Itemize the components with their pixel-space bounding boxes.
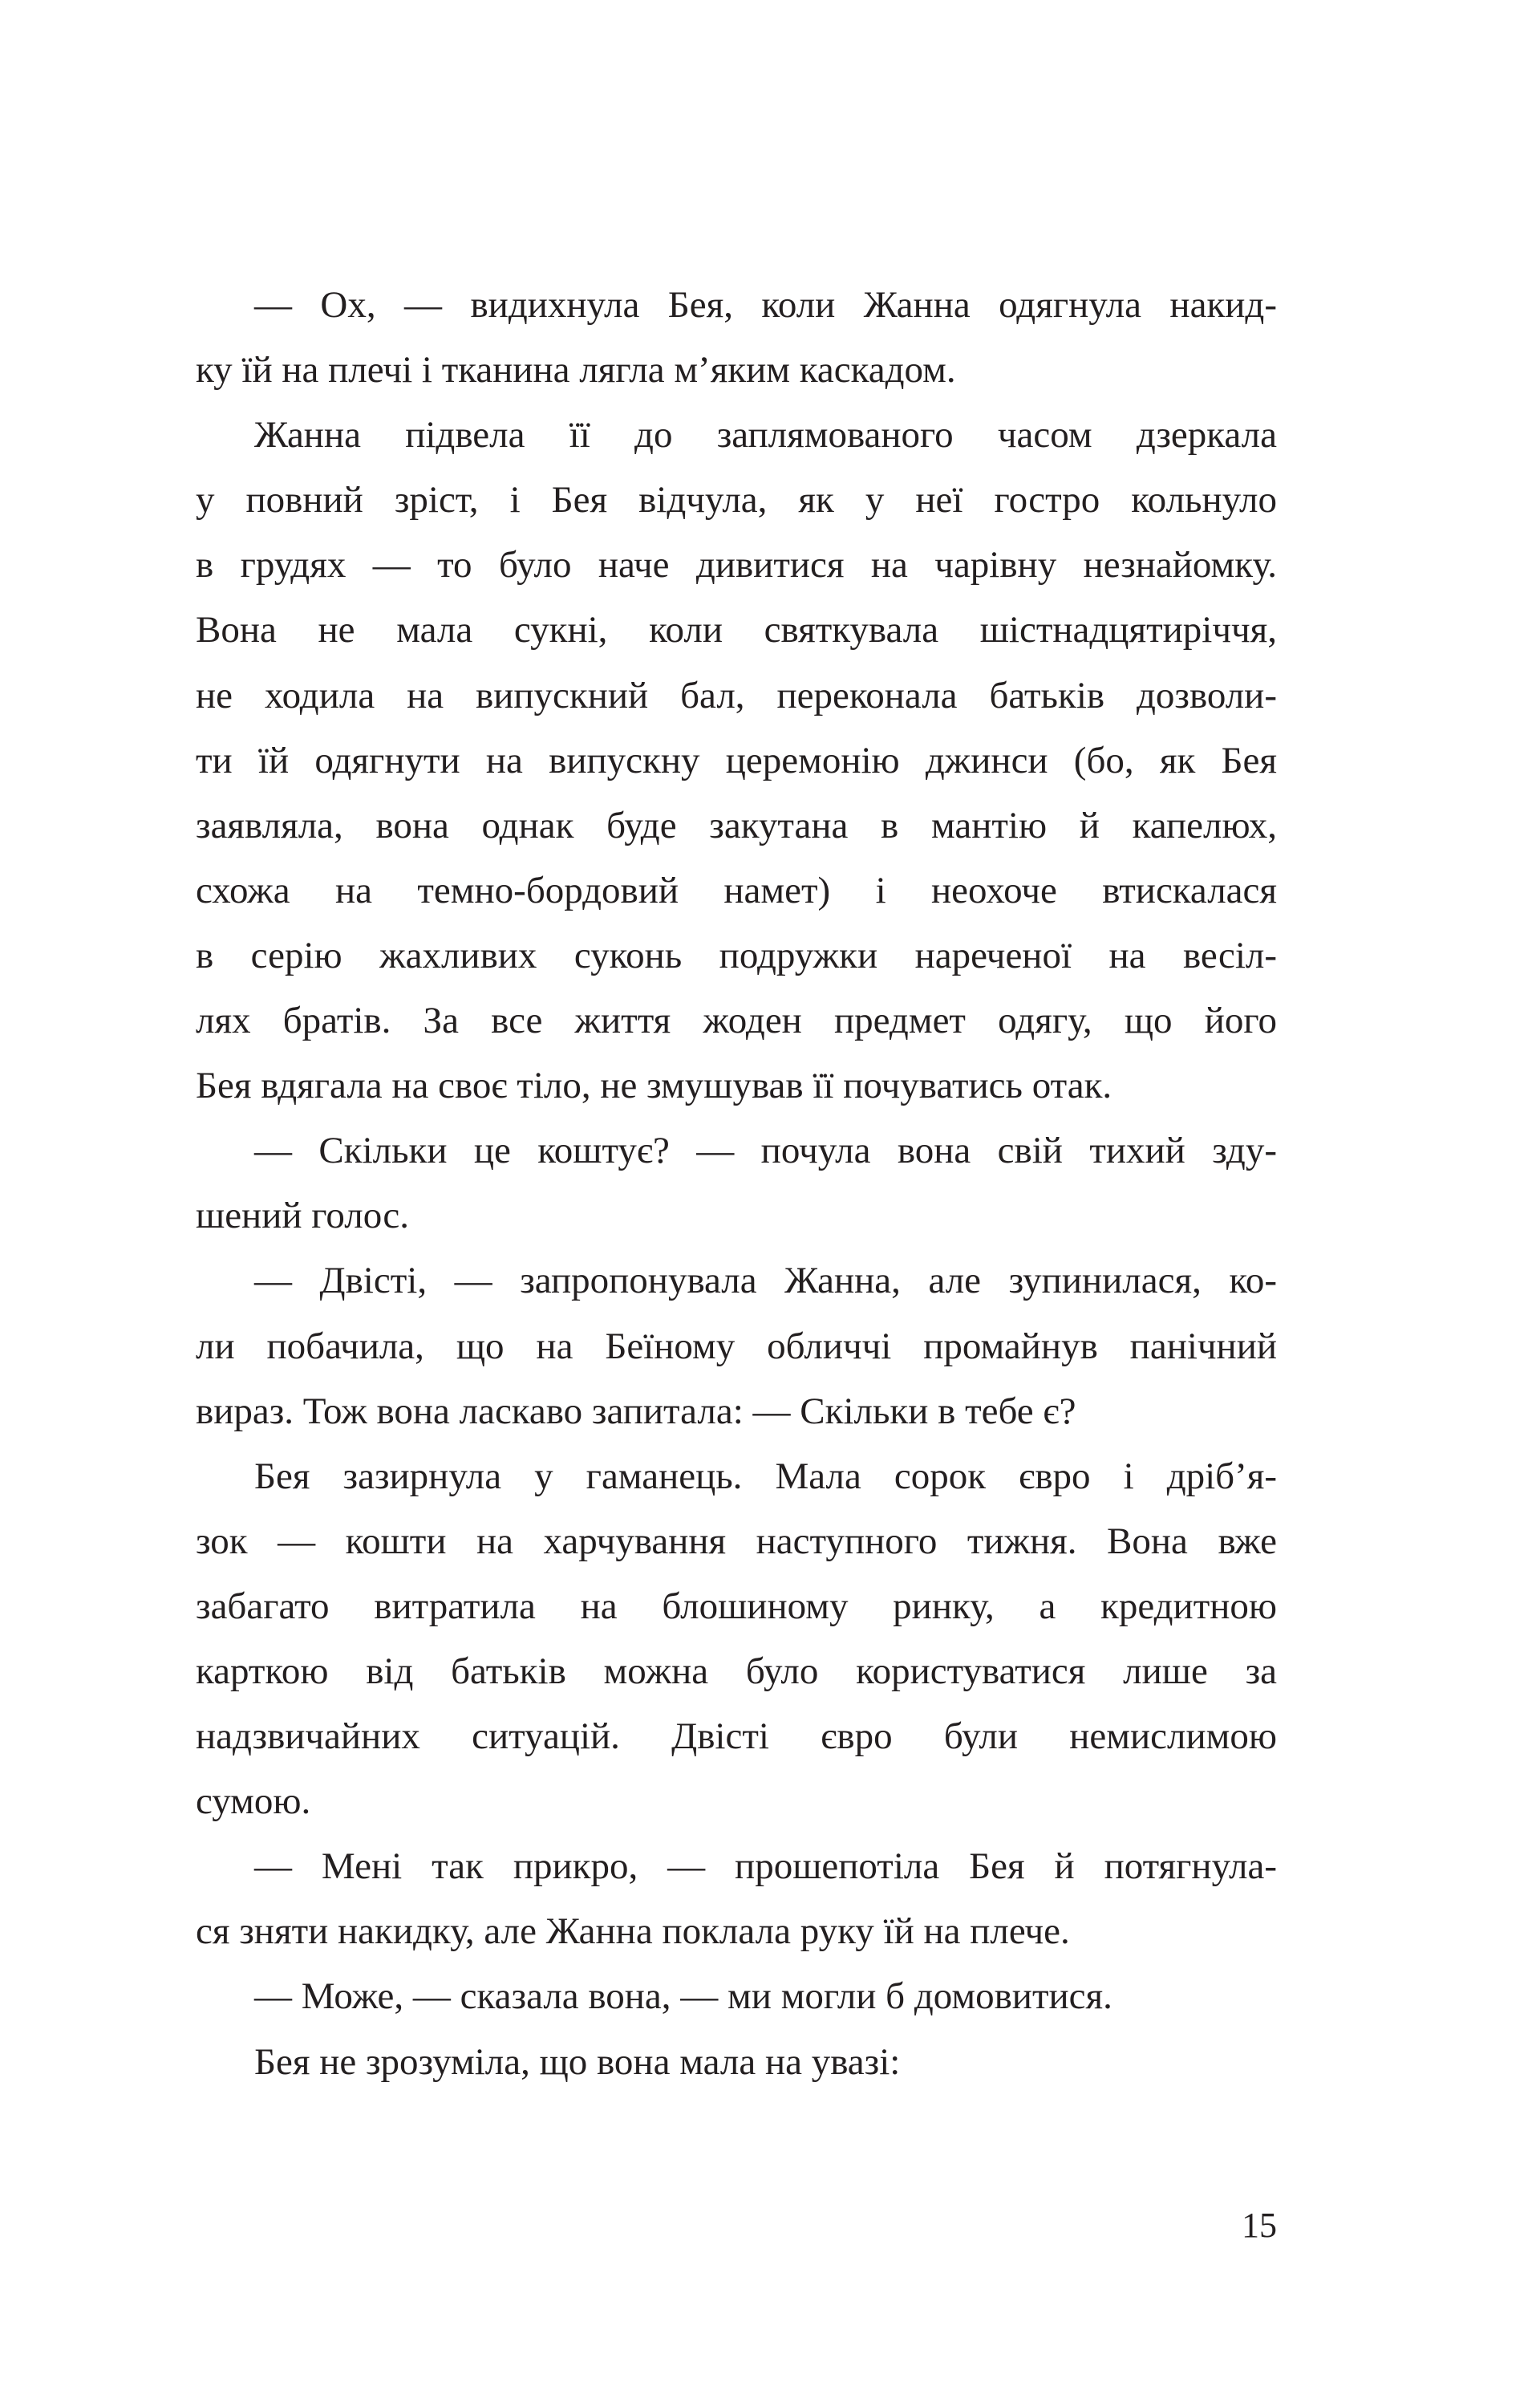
text-line: — Скільки це коштує? — почула вона свій тихий зду-	[254, 1130, 1277, 1172]
text-line: схожа на темно-бордовий намет) і неохоче втискалася	[196, 869, 1277, 911]
text-line: Жанна підвела її до заплямованого часом дзеркала	[254, 414, 1277, 457]
body-text	[196, 273, 1277, 2095]
text-line: — Ох, — видихнула Бея, коли Жанна одягнула накид-	[254, 284, 1277, 326]
text-line: надзвичайних ситуацій. Двісті євро були немислимою	[196, 1715, 1277, 1758]
text-line: карткою від батьків можна було користуватися лише за	[196, 1650, 1277, 1692]
text-line: вираз. Тож вона ласкаво запитала: — Скільки в тебе є?	[196, 1390, 1076, 1432]
text-line: Бея вдягала на своє тіло, не змушував її почуватись отак.	[196, 1065, 1112, 1107]
text-line: не ходила на випускний бал, переконала батьків дозволи-	[196, 674, 1277, 716]
text-line: у повний зріст, і Бея відчула, як у неї гостро кольнуло	[196, 479, 1277, 522]
text-line: забагато витратила на блошиному ринку, а кредитною	[196, 1585, 1277, 1627]
text-line: — Двісті, — запропонувала Жанна, але зупинилася, ко-	[254, 1260, 1277, 1302]
text-line: ку їй на плечі і тканина лягла м’яким каскадом.	[196, 349, 956, 392]
text-line: Вона не мала сукні, коли святкувала шістнадцятиріччя,	[196, 609, 1277, 651]
text-line: — Мені так прикро, — прошепотіла Бея й потягнула-	[254, 1845, 1277, 1888]
text-line: заявляла, вона однак буде закутана в мантію й капелюх,	[196, 804, 1277, 846]
text-line: в грудях — то було наче дивитися на чарівну незнайомку.	[196, 544, 1277, 587]
text-line: в серію жахливих суконь подружки нареченої на весіл-	[196, 934, 1277, 976]
text-line: Бея не зрозуміла, що вона мала на увазі:	[254, 2040, 901, 2083]
text-line: сумою.	[196, 1780, 311, 1823]
text-line: лях братів. За все життя жоден предмет одягу, що його	[196, 1000, 1277, 1042]
text-line: ти їй одягнути на випускну церемонію джинси (бо, як Бея	[196, 739, 1277, 781]
text-line: ся зняти накидку, але Жанна поклала руку їй на плече.	[196, 1910, 1070, 1953]
text-line: ли побачила, що на Беїному обличчі промайнув панічний	[196, 1325, 1277, 1367]
text-line: — Може, — сказала вона, — ми могли б домовитися.	[254, 1975, 1112, 2018]
text-line: Бея зазирнула у гаманець. Мала сорок євро і дріб’я-	[254, 1455, 1277, 1497]
page-number: 15	[1242, 2206, 1277, 2245]
text-line: зок — кошти на харчування наступного тижня. Вона вже	[196, 1520, 1277, 1562]
text-line: шений голос.	[196, 1195, 409, 1237]
